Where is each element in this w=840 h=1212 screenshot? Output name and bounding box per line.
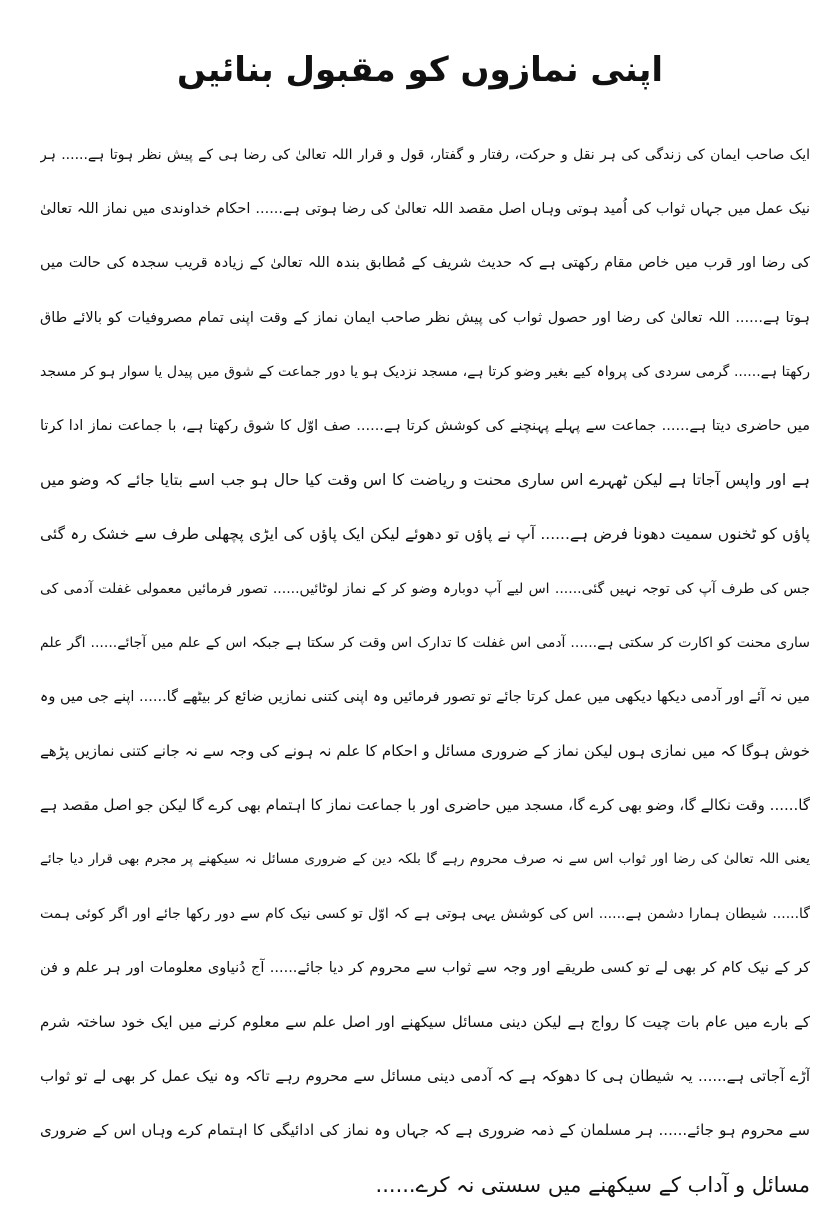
text-line: جس کی طرف آپ کی توجہ نہیں گئی...... اس لیے آپ دوبارہ وضو کر کے نماز لوٹائیں...... تصور فرمائیں معمولی غفلت آدمی کی xyxy=(40,580,810,597)
text-line: ہوتا ہے...... اللہ تعالیٰ کی رضا اور حصول ثواب کی پیش نظر صاحب ایمان نماز کے وقت اپنی تمام مصروفیات کو بالائے طاق xyxy=(40,309,810,326)
text-line: یعنی اللہ تعالیٰ کی رضا اور ثواب اس سے نہ صرف محروم رہے گا بلکہ دین کے ضروری مسائل نہ سیکھنے پر مجرم بھی قرار دیا جائے xyxy=(40,851,810,868)
article-body xyxy=(40,128,810,1212)
text-line: آڑے آجاتی ہے...... یہ شیطان ہی کا دھوکہ ہے کہ آدمی دینی مسائل سے محروم رہے تاکہ وہ نیک عمل کر بھی لے تو ثواب xyxy=(40,1067,810,1086)
text-line: میں حاضری دیتا ہے...... جماعت سے پہلے پہنچنے کی کوشش کرتا ہے...... صف اوّل کا شوق رکھتا ہے، با جماعت نماز ادا کرتا xyxy=(40,417,810,434)
text-line: میں نہ آئے اور آدمی دیکھا دیکھی میں عمل کرتا جائے تو تصور فرمائیں وہ اپنی کتنی نمازیں ضائع کر بیٹھے گا...... اپنے جی میں وہ xyxy=(40,688,810,705)
text-line: سے محروم ہو جائے...... ہر مسلمان کے ذمہ ضروری ہے کہ جہاں وہ نماز کی ادائیگی کا اہتمام کرے وہاں اس کے ضروری xyxy=(40,1121,810,1140)
text-line: رکھتا ہے...... گرمی سردی کی پرواہ کیے بغیر وضو کرتا ہے، مسجد نزدیک ہو یا دور جماعت کے شوق میں پیدل یا سوار ہو کر مسجد xyxy=(40,363,810,380)
text-line: پاؤں کو ٹخنوں سمیت دھونا فرض ہے...... آپ نے پاؤں تو دھوئے لیکن ایک پاؤں کی ایڑی پچھلی طرف سے خشک رہ گئی xyxy=(40,525,810,544)
text-line: نیک عمل میں جہاں ثواب کی اُمید ہوتی وہاں اصل مقصد اللہ تعالیٰ کی رضا ہوتی ہے...... احکام خداوندی میں نماز اللہ تعالیٰ xyxy=(40,201,810,218)
text-line: گا...... وقت نکالے گا، وضو بھی کرے گا، مسجد میں حاضری اور با جماعت نماز کا اہتمام بھی کرے گا لیکن جو اصل مقصد ہے xyxy=(40,796,810,815)
text-line: کے بارے میں عام بات چیت کا رواج ہے لیکن دینی مسائل سیکھنے اور اصل علم سے معلوم کرنے میں ایک خود ساختہ شرم xyxy=(40,1013,810,1031)
text-line: ایک صاحب ایمان کی زندگی کی ہر نقل و حرکت، رفتار و گفتار، قول و قرار اللہ تعالیٰ کی رضا ہی کے پیش نظر ہوتا ہے...... ہر xyxy=(40,147,810,163)
text-line: مسائل و آداب کے سیکھنے میں سستی نہ کرے...... xyxy=(375,1172,810,1197)
text-line: ساری محنت کو اکارت کر سکتی ہے...... آدمی اس غفلت کا تدارک اس وقت کر سکتا ہے جبکہ اس کے علم میں آجائے...... اگر علم xyxy=(40,634,810,651)
text-line: کر کے نیک کام کر بھی لے تو کسی طریقے اور وجہ سے ثواب سے محروم کر دیا جائے...... آج دُنیاوی معلومات اور ہر علم و فن xyxy=(40,959,810,976)
text-line: ہے اور واپس آجاتا ہے لیکن ٹھہرے اس ساری محنت و ریاضت کا اس وقت کیا حال ہو جب اسے بتایا جائے کہ وضو میں xyxy=(40,471,810,490)
text-line: کی رضا اور قرب میں خاص مقام رکھتی ہے کہ حدیث شریف کے مُطابق بندہ اللہ تعالیٰ کے زیادہ قریب سجدہ کی حالت میں xyxy=(40,255,810,272)
text-line: گا...... شیطان ہمارا دشمن ہے...... اس کی کوشش یہی ہوتی ہے کہ اوّل تو کسی نیک کام سے دور رکھا جائے اور اگر کوئی ہمت xyxy=(40,905,810,922)
page-title: اپنی نمازوں کو مقبول بنائیں xyxy=(176,50,664,90)
text-line: خوش ہوگا کہ میں نمازی ہوں لیکن نماز کے ضروری مسائل و احکام کا علم نہ ہونے کی وجہ سے نہ جانے کتنی نمازیں پڑھے xyxy=(40,742,810,761)
